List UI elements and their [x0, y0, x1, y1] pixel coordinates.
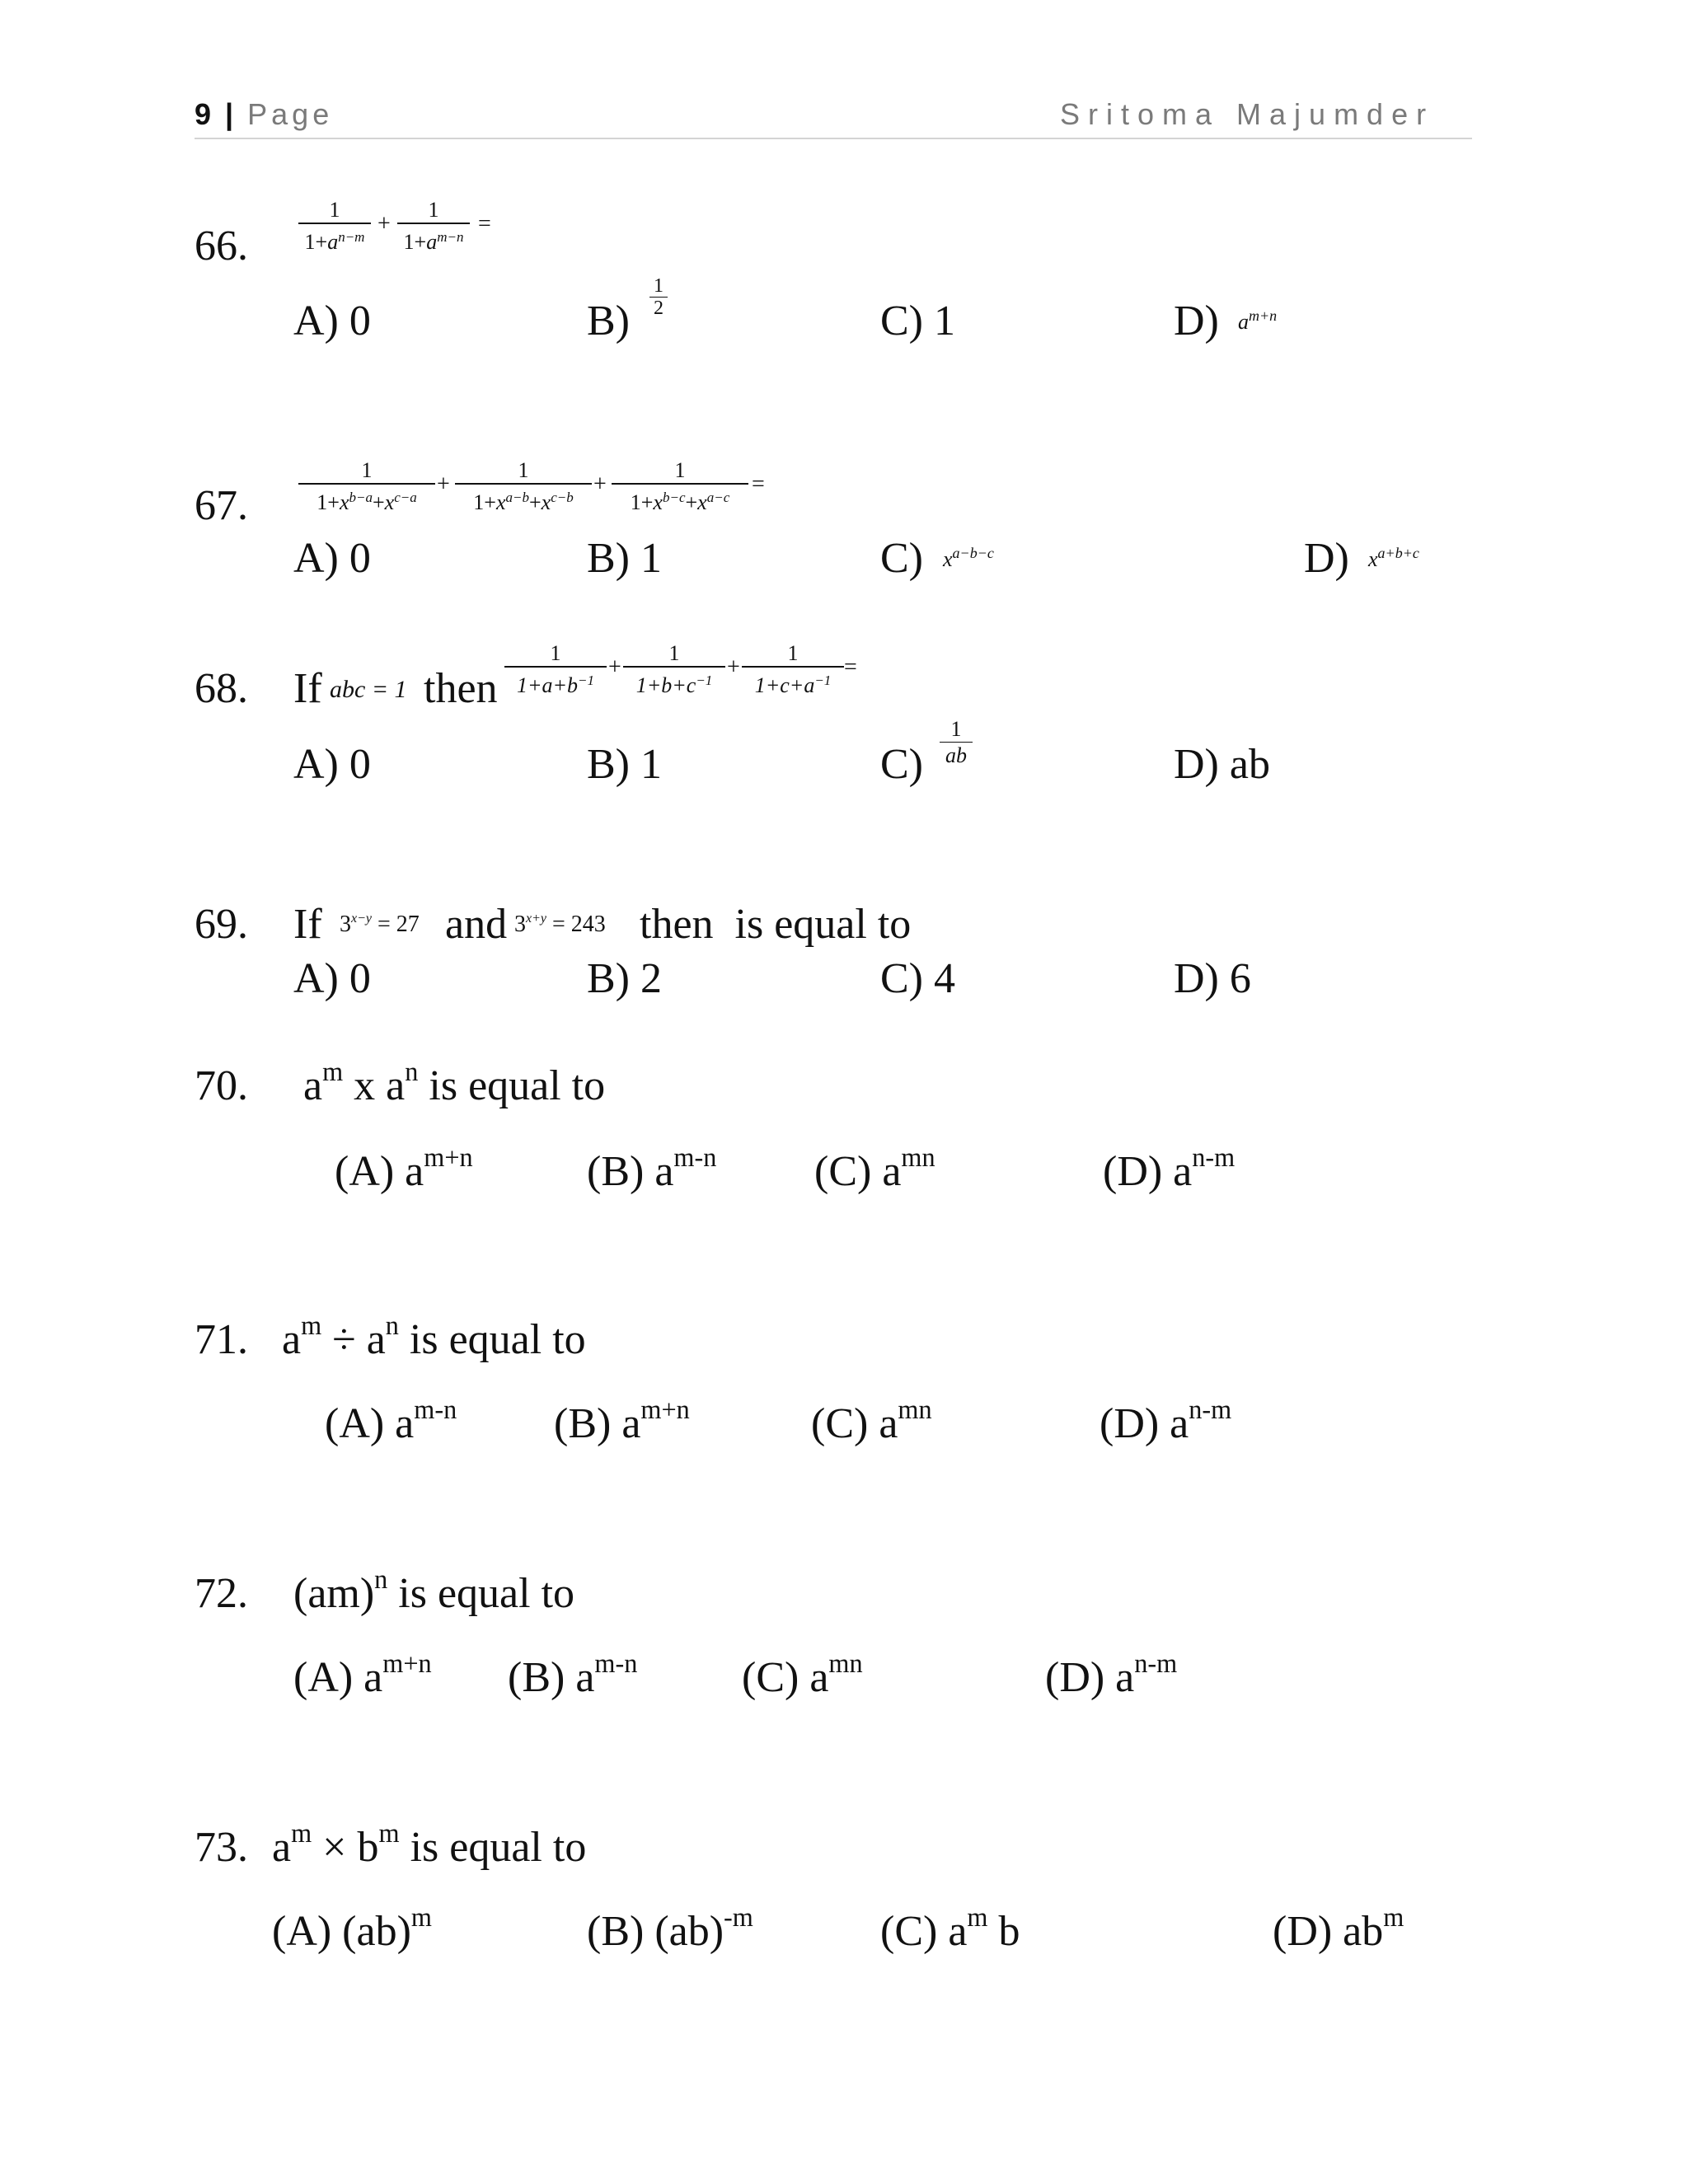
question-number: 70. — [195, 1062, 248, 1109]
option-a: (A) (ab)$^m$ — [272, 1901, 432, 1955]
then-word: then — [424, 665, 498, 712]
condition: abc = 1 — [330, 676, 407, 703]
option-d: D) 6 — [1174, 955, 1251, 1002]
option-c-expression: $x^{a-b-c}$ — [943, 545, 994, 571]
question-stem: $a^m$ x $a^n$ is equal to — [303, 1056, 606, 1109]
option-b: B) 1 — [587, 741, 662, 788]
option-d: (D) $a^{n-m}$ — [1103, 1141, 1236, 1195]
question-number: 73. — [195, 1824, 248, 1871]
question-number: 68. — [195, 665, 248, 712]
option-b: B) 2 — [587, 955, 662, 1002]
and-word: and — [445, 901, 508, 948]
option-d: D) — [1174, 298, 1219, 344]
equation-2: $3^{x+y} = 243$ — [514, 912, 606, 937]
option-c: C) — [880, 535, 923, 582]
option-d: D) ab — [1174, 741, 1270, 788]
option-c-fraction: 1 ab — [940, 717, 973, 769]
question-stem: $a^m \div a^n$ is equal to — [282, 1310, 586, 1363]
question-stem: $a^m \times b^m$ is equal to — [272, 1817, 587, 1871]
option-c: (C) $a^{mn}$ — [814, 1141, 935, 1195]
option-d-expression: $a^{m+n}$ — [1238, 307, 1278, 334]
option-a: A) 0 — [293, 535, 371, 582]
option-d-expression: $x^{a+b+c}$ — [1368, 545, 1419, 571]
option-a: A) 0 — [293, 298, 371, 344]
option-c: C) 4 — [880, 955, 955, 1002]
option-a: A) 0 — [293, 741, 371, 788]
question-number: 67. — [195, 482, 248, 529]
question-number: 72. — [195, 1570, 248, 1617]
option-c: C) 1 — [880, 298, 955, 344]
option-b: (B) $a^{m-n}$ — [508, 1647, 638, 1701]
equation-1: $3^{x-y} = 27$ — [340, 912, 420, 937]
question-number: 71. — [195, 1316, 248, 1363]
option-a: (A) $a^{m+n}$ — [293, 1647, 432, 1701]
option-d: (D) $a^{n-m}$ — [1045, 1647, 1178, 1701]
if-word: If — [293, 665, 322, 712]
option-c: (C) $a^{mn}$ — [811, 1394, 932, 1447]
option-b: (B) (ab)$^{-m}$ — [587, 1901, 753, 1955]
option-a: (A) $a^{m+n}$ — [335, 1141, 473, 1195]
question-number: 69. — [195, 901, 248, 948]
question-stem: (am)$^n$ is equal to — [293, 1563, 575, 1617]
option-b: B) — [587, 298, 630, 344]
option-d: (D) $a^{n-m}$ — [1100, 1394, 1232, 1447]
question-number: 66. — [195, 223, 248, 269]
question-tail: then is equal to — [640, 901, 912, 948]
option-d: (D) $ab^m$ — [1273, 1901, 1404, 1955]
option-c: (C) $a^{mn}$ — [742, 1647, 863, 1701]
option-c: C) — [880, 741, 923, 788]
option-b: (B) $a^{m+n}$ — [554, 1394, 690, 1447]
option-b-fraction: 1 2 — [649, 275, 668, 319]
option-a: A) 0 — [293, 955, 371, 1002]
option-d: D) — [1304, 535, 1349, 582]
if-word: If — [293, 901, 322, 948]
option-b: (B) $a^{m-n}$ — [587, 1141, 717, 1195]
page-number: 9 | Page — [195, 97, 334, 131]
option-c: (C) $a^m$ b — [880, 1901, 1020, 1955]
author-name: Sritoma Majumder — [1060, 97, 1435, 131]
option-a: (A) $a^{m-n}$ — [325, 1394, 457, 1447]
header-divider — [195, 138, 1472, 139]
option-b: B) 1 — [587, 535, 662, 582]
